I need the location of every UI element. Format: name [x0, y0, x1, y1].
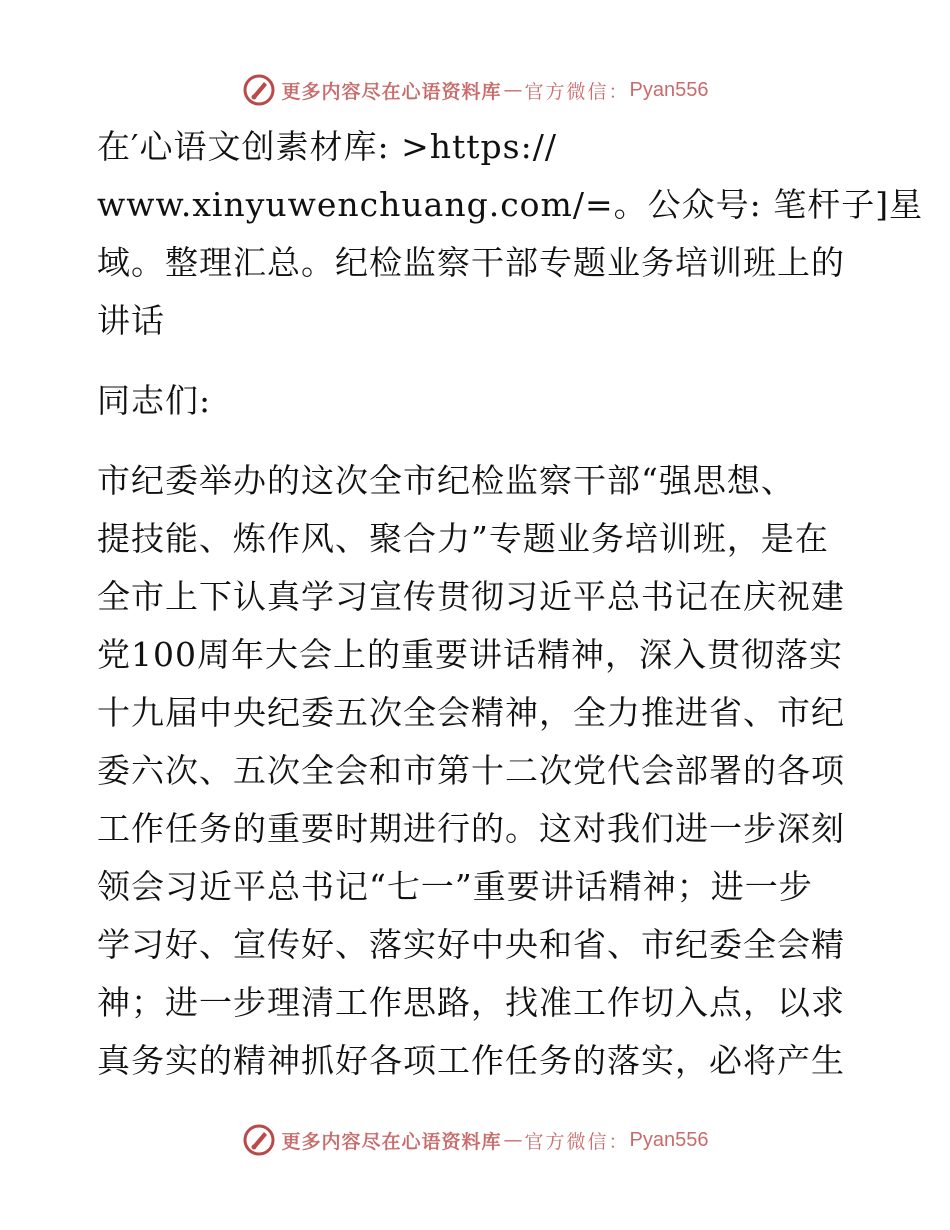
document-body	[97, 118, 924, 1090]
body-line: 提技能、炼作风、聚合力”专题业务培训班，是在	[97, 519, 829, 558]
body-line: 十九届中央纪委五次全会精神，全力推进省、市纪	[97, 693, 845, 732]
watermark-official-label: 官方微信：	[524, 80, 630, 103]
title-line: www.xinyuwenchuang.com/=。公众号: 笔杆子]星	[97, 185, 924, 224]
watermark-official-label: 官方微信：	[524, 1130, 630, 1153]
body-line: 全市上下认真学习宣传贯彻习近平总书记在庆祝建	[97, 577, 845, 616]
body-paragraph	[97, 452, 857, 1090]
body-line: 领会习近平总书记“七一”重要讲话精神；进一步	[97, 867, 813, 906]
body-line: 学习好、宣传好、落实好中央和省、市纪委全会精	[97, 925, 845, 964]
brand-logo-icon	[242, 73, 276, 107]
salutation	[97, 372, 857, 430]
watermark-wechat-id: Pyan556	[629, 1128, 709, 1151]
brand-logo-icon	[242, 1123, 276, 1157]
title-line: 在′心语文创素材库: >https://	[97, 127, 557, 166]
watermark-site-text: 更多内容尽在心语资料库	[281, 1130, 502, 1153]
body-line: 神；进一步理清工作思路，找准工作切入点，以求	[97, 983, 845, 1022]
title-line: 讲话	[97, 301, 165, 340]
body-line: 工作任务的重要时期进行的。这对我们进一步深刻	[97, 809, 845, 848]
title-line: 域。整理汇总。纪检监察干部专题业务培训班上的	[97, 243, 845, 282]
watermark-dash: —	[503, 79, 523, 101]
document-title	[97, 118, 924, 350]
watermark-site-text: 更多内容尽在心语资料库	[281, 80, 502, 103]
header-watermark	[0, 70, 950, 110]
footer-watermark	[0, 1120, 950, 1160]
body-line: 市纪委举办的这次全市纪检监察干部“强思想、	[97, 461, 795, 500]
body-line: 党100周年大会上的重要讲话精神，深入贯彻落实	[97, 635, 843, 674]
watermark-dash: —	[503, 1129, 523, 1151]
salutation-text: 同志们:	[97, 381, 212, 420]
watermark-wechat-id: Pyan556	[629, 78, 709, 101]
body-line: 真务实的精神抓好各项工作任务的落实，必将产生	[97, 1041, 845, 1080]
body-line: 委六次、五次全会和市第十二次党代会部署的各项	[97, 751, 845, 790]
